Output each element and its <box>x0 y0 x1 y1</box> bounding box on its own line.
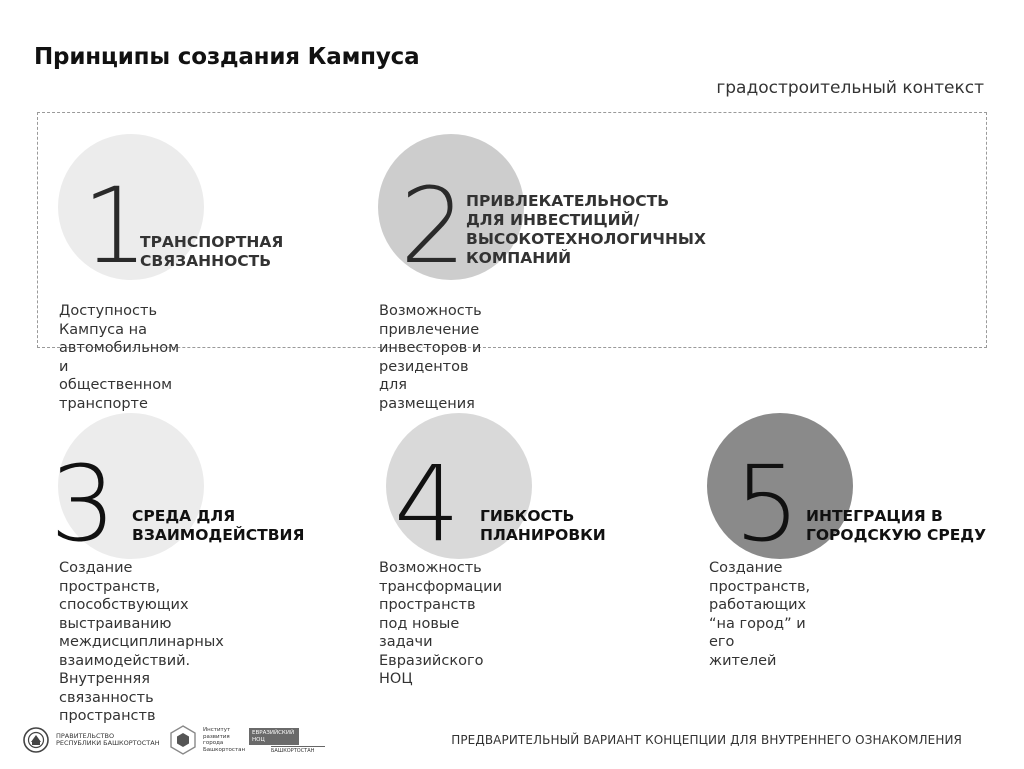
logo-urban-institute: Институт развития города Башкортостан <box>168 724 245 756</box>
logo-government: ПРАВИТЕЛЬСТВО РЕСПУБЛИКИ БАШКОРТОСТАН <box>22 726 160 754</box>
coat-of-arms-icon <box>22 726 50 754</box>
page-subtitle: градостроительный контекст <box>716 78 984 98</box>
page-title: Принципы создания Кампуса <box>34 44 420 70</box>
principle-4-description: Возможность трансформации пространств под новые задачи Евразийского НОЦ <box>379 560 503 687</box>
principle-4-title: ГИБКОСТЬ ПЛАНИРОВКИ <box>480 507 606 544</box>
principle-1-title: ТРАНСПОРТНАЯ СВЯЗАННОСТЬ <box>140 233 284 270</box>
principle-5-title: ИНТЕГРАЦИЯ В ГОРОДСКУЮ СРЕДУ <box>806 507 987 544</box>
principle-5-number: 5 <box>734 443 801 565</box>
principle-2-number: 2 <box>400 165 467 287</box>
principle-3-description: Создание пространств, способствующих выстраиванию междисциплинарных взаимодействий. Внутренняя связанность пространств <box>59 560 224 724</box>
principle-5-description: Создание пространств, работающих “на город” и его жителей <box>709 560 811 669</box>
principle-1-number: 1 <box>82 165 149 287</box>
hexagon-icon <box>168 724 198 756</box>
principle-1-description: Доступность Кампуса на автомобильном и общественном транспорте <box>59 303 180 412</box>
principle-3-number: 3 <box>50 443 117 565</box>
noc-icon: ЕВРАЗИЙСКИЙ НОЦ <box>249 728 299 745</box>
principle-2-title: ПРИВЛЕКАТЕЛЬНОСТЬ ДЛЯ ИНВЕСТИЦИЙ/ ВЫСОКОТЕХНОЛОГИЧНЫХ КОМПАНИЙ <box>466 192 706 267</box>
footer-note: ПРЕДВАРИТЕЛЬНЫЙ ВАРИАНТ КОНЦЕПЦИИ ДЛЯ ВНУТРЕННЕГО ОЗНАКОМЛЕНИЯ <box>451 733 962 747</box>
logo-eurasian-noc: ЕВРАЗИЙСКИЙ НОЦ БАШКОРТОСТАН <box>249 728 325 754</box>
principle-2-description: Возможность привлечение инвесторов и резидентов для размещения <box>379 303 482 412</box>
principle-4-number: 4 <box>394 443 461 565</box>
principle-3-title: СРЕДА ДЛЯ ВЗАИМОДЕЙСТВИЯ <box>132 507 305 544</box>
